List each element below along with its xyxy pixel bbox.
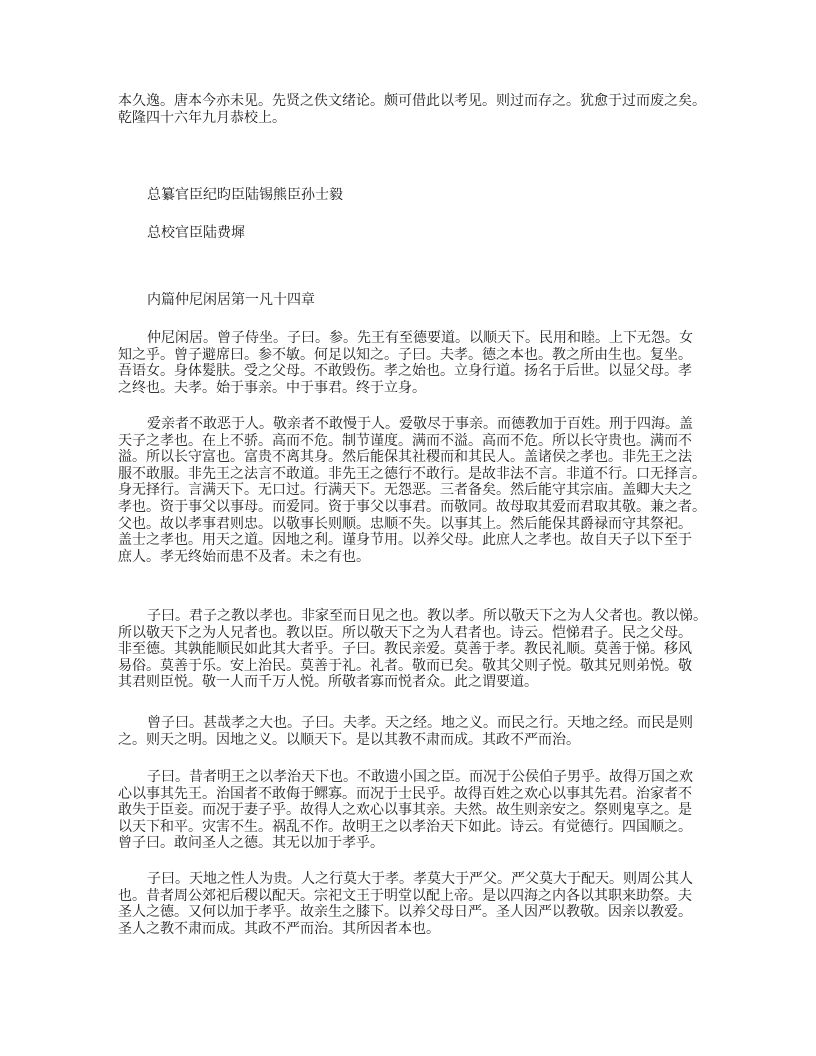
text-line: 敢失于臣妾。而况于妻子乎。故得人之欢心以事其亲。夫然。故生则亲安之。祭则鬼享之。是 xyxy=(118,802,692,819)
text-line: 易俗。莫善于乐。安上治民。莫善于礼。礼者。敬而已矣。敬其父则子悦。敬其兄则弟悦。敬 xyxy=(118,657,692,674)
paragraph xyxy=(118,330,702,396)
paragraph xyxy=(118,416,706,565)
text-line: 孝也。资于事父以事母。而爱同。资于事父以事君。而敬同。故母取其爱而君取其敬。兼之者。 xyxy=(118,498,706,515)
paragraph xyxy=(118,715,702,748)
proofreader-credit: 总校官臣陆费墀 xyxy=(147,225,245,241)
text-line: 曾子曰。敢问圣人之德。其无以加于孝乎。 xyxy=(118,835,384,852)
text-line: 以天下和平。灾害不生。祸乱不作。故明王之以孝治天下如此。诗云。有觉德行。四国顺之。 xyxy=(118,818,692,835)
text-line: 知之乎。曾子避席曰。参不敏。何足以知之。子曰。夫孝。德之本也。教之所由生也。复坐。 xyxy=(118,346,692,363)
text-line: 身无择行。言满天下。无口过。行满天下。无怨恶。三者备矣。然后能守其宗庙。盖卿大夫之 xyxy=(118,482,692,499)
paragraph xyxy=(118,608,707,691)
text-line: 子曰。天地之性人为贵。人之行莫大于孝。孝莫大于严父。严父莫大于配天。则周公其人 xyxy=(147,871,693,887)
paragraph xyxy=(118,769,702,852)
text-line: 爱亲者不敢恶于人。敬亲者不敢慢于人。爱敬尽于事亲。而德教加于百姓。刑于四海。盖 xyxy=(147,416,693,432)
text-line: 父也。故以孝事君则忠。以敬事长则顺。忠顺不失。以事其上。然后能保其爵禄而守其祭祀。 xyxy=(118,515,692,532)
text-line: 子曰。昔者明王之以孝治天下也。不敢遗小国之臣。而况于公侯伯子男乎。故得万国之欢 xyxy=(147,769,693,785)
compilers-credit: 总纂官臣纪昀臣陆锡熊臣孙士毅 xyxy=(147,187,343,203)
text-line: 其君则臣悦。敬一人而千万人悦。所敬者寡而悦者众。此之谓要道。 xyxy=(118,674,538,691)
paragraph xyxy=(118,871,702,937)
text-line: 本久逸。唐本今亦未见。先贤之佚文绪论。颇可借此以考见。则过而存之。犹愈于过而废之矣。 xyxy=(118,93,706,109)
text-line: 乾隆四十六年九月恭校上。 xyxy=(118,109,286,126)
text-line: 吾语女。身体髮肤。受之父母。不敢毁伤。孝之始也。立身行道。扬名于后世。以显父母。孝 xyxy=(118,363,692,380)
text-line: 子曰。君子之教以孝也。非家至而日见之也。教以孝。所以敬天下之为人父者也。教以悌。 xyxy=(147,608,707,624)
text-line: 之终也。夫孝。始于事亲。中于事君。终于立身。 xyxy=(118,379,426,396)
text-line: 之。则天之明。因地之义。以顺天下。是以其教不肃而成。其政不严而治。 xyxy=(118,731,580,748)
text-line: 圣人之教不肃而成。其政不严而治。其所因者本也。 xyxy=(118,920,440,937)
text-line: 心以事其先王。治国者不敢侮于鳏寡。而况于士民乎。故得百姓之欢心以事其先君。治家者不 xyxy=(118,785,692,802)
text-line: 非至德。其孰能顺民如此其大者乎。子曰。教民亲爱。莫善于孝。教民礼顺。莫善于悌。移风 xyxy=(118,641,692,658)
text-line: 所以敬天下之为人兄者也。教以臣。所以敬天下之为人君者也。诗云。恺悌君子。民之父母。 xyxy=(118,624,692,641)
chapter-title: 内篇仲尼闲居第一凡十四章 xyxy=(147,292,315,308)
text-line: 仲尼闲居。曾子侍坐。子曰。参。先王有至德要道。以顺天下。民用和睦。上下无怨。女 xyxy=(147,330,693,346)
text-line: 盖士之孝也。用天之道。因地之利。谨身节用。以养父母。此庶人之孝也。故自天子以下至于 xyxy=(118,532,692,549)
text-line: 天子之孝也。在上不骄。高而不危。制节谨度。满而不溢。高而不危。所以长守贵也。满而不 xyxy=(118,432,692,449)
intro-text xyxy=(118,93,706,126)
text-line: 溢。所以长守富也。富贵不离其身。然后能保其社稷而和其民人。盖诸侯之孝也。非先王之法 xyxy=(118,449,692,466)
text-line: 庶人。孝无终始而患不及者。未之有也。 xyxy=(118,548,370,565)
text-line: 圣人之德。又何以加于孝乎。故亲生之膝下。以养父母日严。圣人因严以教敬。因亲以教爱。 xyxy=(118,904,692,921)
text-line: 曾子曰。甚哉孝之大也。子曰。夫孝。天之经。地之义。而民之行。天地之经。而民是则 xyxy=(147,715,693,731)
text-line: 也。昔者周公郊祀后稷以配天。宗祀文王于明堂以配上帝。是以四海之内各以其职来助祭。夫 xyxy=(118,887,692,904)
text-line: 服不敢服。非先王之法言不敢道。非先王之德行不敢行。是故非法不言。非道不行。口无择言。 xyxy=(118,465,706,482)
